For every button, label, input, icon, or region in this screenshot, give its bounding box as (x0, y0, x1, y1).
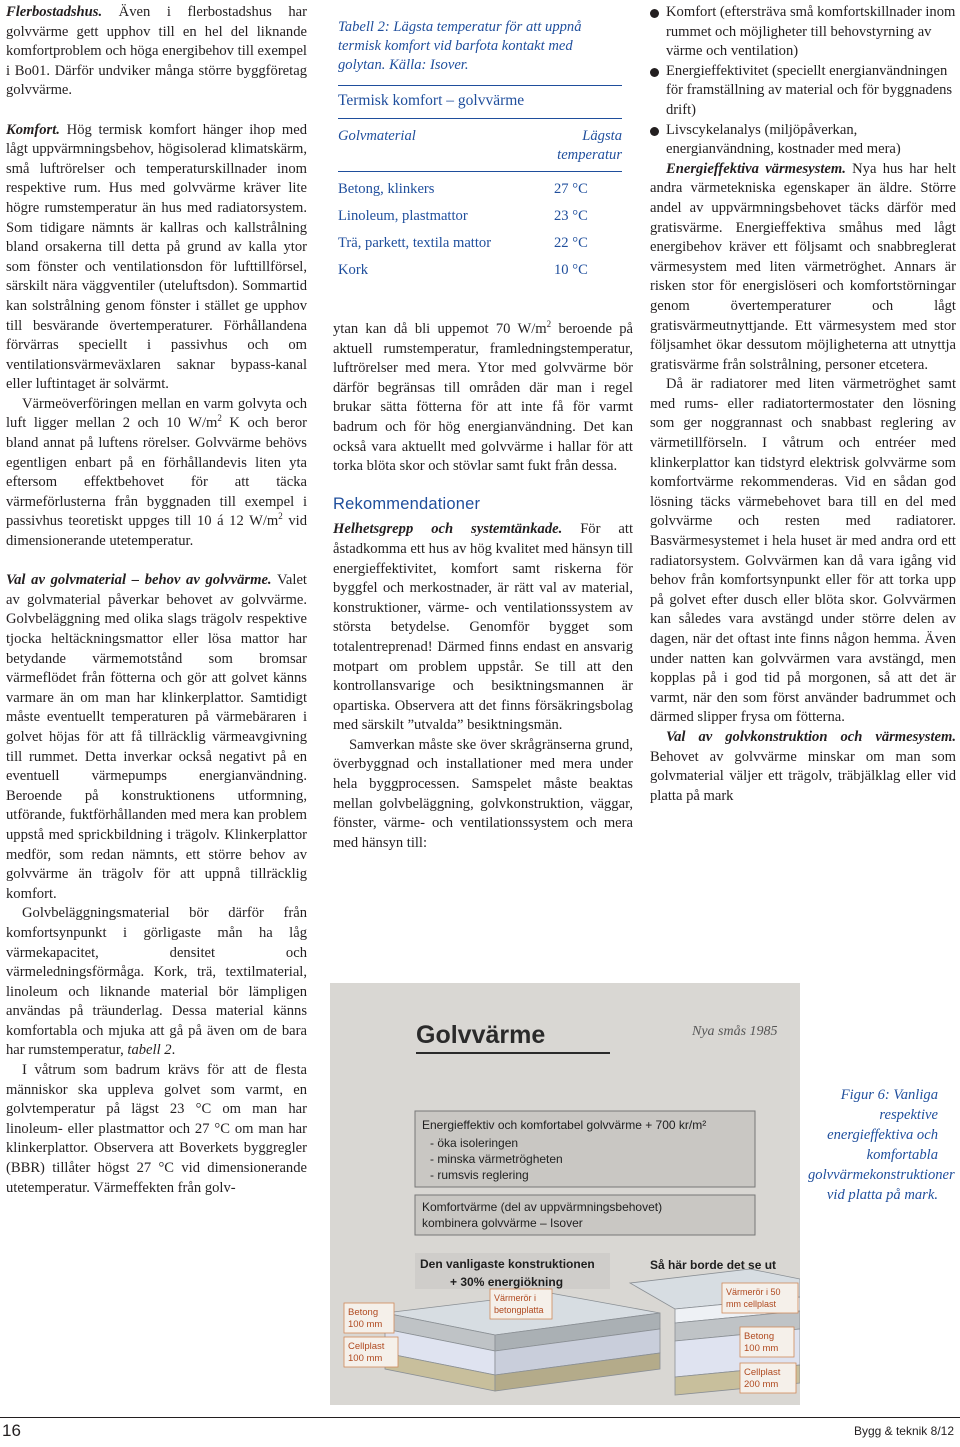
label-line: 200 mm (744, 1379, 779, 1390)
page-number: 16 (2, 1421, 21, 1440)
cell-material: Trä, parkett, textila mattor (338, 235, 492, 251)
list-item: Komfort (eftersträva små komfortskillnader inom rummet och möjligheter till behovstyrning av värme och ventilation) (650, 3, 956, 62)
banner-right: Så här borde det se ut (650, 1258, 777, 1272)
paragraph-lead: Helhetsgrepp och systemtänkade. (333, 521, 563, 538)
magazine-issue: Bygg & teknik 8/12 (853, 1424, 954, 1438)
header-material: Golvmaterial (338, 128, 416, 144)
info-box-line: kombinera golvvärme – Isover (422, 1216, 583, 1230)
list-item: Livscykelanalys (miljöpåverkan, energianvändning, kostnader med mera) (650, 121, 956, 160)
superscript: 2 (278, 511, 283, 522)
paragraph (650, 728, 956, 806)
divider (338, 85, 622, 86)
label-line: mm cellplast (726, 1299, 777, 1309)
info-box-item: - öka isoleringen (430, 1136, 519, 1150)
paragraph (333, 320, 633, 477)
info-box-line: Komfortvärme (del av uppvärmningsbehovet) (422, 1200, 663, 1214)
paragraph-text: Även i flerbostadshus har golvvärme gett upphov till en hel del liknande komfortproblem och höga energibehov till exempel i Bo01. Därför undviker många större byggföretag golvvärme. (6, 4, 307, 99)
paragraph (6, 121, 307, 395)
table-body (338, 176, 622, 284)
info-box-title: Energieffektiv och komfortabel golvvärme + 700 kr/m² (422, 1118, 707, 1132)
paragraph: I våtrum som badrum krävs för att de flesta människor ska uppleva golvet som varmt, en golvtemperatur på lägst 23 °C om man har linoleum- eller plastmattor och 27 °C om man har klinkerplattor. Observera att Boverkets byggregler (BBR) tillåter högst 27 °C vid dimensionerande utetemperatur. Värmeffekten från golv- (6, 1062, 307, 1196)
label-line: 100 mm (744, 1343, 779, 1354)
cell-material: Betong, klinkers (338, 181, 435, 197)
divider (338, 171, 622, 172)
paragraph-lead: Komfort. (6, 121, 60, 138)
paragraph-lead: Val av golvkonstruktion och värmesystem. (666, 728, 956, 745)
column-middle (333, 320, 633, 853)
paragraph-text: Behovet av golvvärme minskar om man som golvmaterial väljer ett trägolv, träbjälklag eller vid platta på mark (650, 748, 956, 804)
bullet-list (650, 3, 956, 160)
table-reference: tabell 2 (127, 1042, 172, 1059)
table-2 (338, 18, 622, 284)
text-run: Värmeöverföringen mellan en varm golvyta och luft ligger mellan 2 och 10 W/m (6, 395, 307, 432)
table-header (338, 127, 622, 165)
paragraph (6, 571, 307, 904)
label-line: Värmerör i (494, 1293, 537, 1303)
floor-heating-diagram (330, 983, 800, 1405)
paragraph (6, 395, 307, 552)
table-title: Termisk komfort – golvvärme (338, 92, 525, 109)
banner-left-line2: + 30% energiökning (450, 1275, 564, 1289)
label-line: Cellplast (348, 1341, 385, 1352)
column-left (6, 3, 307, 1198)
text-run: vid dimensionerande utetemperatur. (6, 513, 308, 550)
paragraph (333, 520, 633, 736)
figure-caption: Figur 6: Vanliga respektive energieffektiva och komfortabla golvvärmekonstruktioner vid platta på mark. (808, 1087, 955, 1203)
cell-material: Kork (338, 262, 368, 278)
table-caption: Tabell 2: Lägsta temperatur för att uppnå termisk komfort vid barfota kontakt med golytan. Källa: Isover. (338, 19, 582, 73)
cell-temperature: 10 °C (554, 262, 588, 278)
divider (338, 118, 622, 119)
superscript: 2 (546, 319, 552, 330)
label-line: Betong (348, 1307, 379, 1318)
text-run: Golvbeläggningsmaterial bör därför från komfortsynpunkt i görligaste mån ha låg värmekapacitet, densitet och värmeledningsförmåga. Kork, trä, textilmaterial, linoleum och liknande material bör lämpligen användas på träunderlag. Dessa material känns komfortabla och mjuka att gå på även om de bara har rumstemperatur, (6, 905, 307, 1059)
header-temp-line: temperatur (557, 147, 622, 163)
cell-temperature: 22 °C (554, 235, 588, 251)
text-run: K och beror bland annat på luftens rörelser. Golvvärme behövs egentligen enbart på en förhållandevis liten yta eftersom effektbehovet för att täcka värmeförlusterna från byggnaden till exempel i passivhus teoretiskt uppges till 10 á 12 W/m (6, 415, 307, 530)
figure-6-illustration (330, 983, 800, 1405)
paragraph-lead: Energieffektiva värmesystem. (666, 160, 846, 177)
paragraph-lead: Flerbostadshus. (6, 4, 103, 20)
label-line: 100 mm (348, 1319, 383, 1330)
info-box-item: - minska värmetrögheten (430, 1152, 563, 1166)
paragraph (6, 3, 307, 101)
paragraph-text: Hög termisk komfort hänger ihop med lågt uppvärmningsbehov, högisolerad klimatskärm, små luftrörelser och temperaturskillnader inom respektive rum. Hus med golvvärme kräver lite högre rumstemperatur än hus med radiatorsystem. Som tidigare nämnts är kallras och kallstrålning bland orsakerna till detta på grund av kalla ytor som fönster och ventilationsdon för lufttillförsel, särskilt nära väggventiler (uteluftsdon). Sommartid kan solstrålning genom fönster i stället ge upphov till besvärande övertemperaturer. Förhållandena förvärras speciellt i passivhus och om ventilationsvärmeväxlaren saknar bypass-kanal eller luftintaget är solvärmt. (6, 121, 307, 393)
table-row (338, 176, 622, 203)
section-heading: Rekommendationer (333, 494, 481, 513)
text-run: beroende på aktuell rumstemperatur, framledningstemperatur, luftrörelser med mera. Ytor med golvvärme bör därför begränsas till områden där man i regel brukar sätta fötterna för att inte få för varmt badrum och för hög energianvändning. Det kan också vara aktuellt med golvvärme i hallar för att torka blöta skor och stövlar samt fukt från dessa. (333, 321, 633, 475)
text-run: . (171, 1042, 176, 1059)
label-betong-left (348, 1307, 382, 1330)
figure-signature: Nya smås 1985 (692, 1024, 778, 1039)
paragraph: Samverkan måste ske över skrågränserna grund, överbyggnad och installationer med mera under hela byggprocessen. Samspelet måste beaktas mellan golvbeläggning, golvkonstruktion, väggar, fönster, värme- och ventilationssystem och mera med hänsyn till: (333, 736, 633, 851)
paragraph (6, 904, 307, 1061)
paragraph-text: Nya hus har helt andra värmetekniska egenskaper än äldre. Större andel av uppvärmningsbehovet täcks därför med gratisvärme. Energieffektiva småhus med lågt energibehov kräver ett följsamt och snabbreglerat värmesystem med liten värmetröghet. Annars är risken stor för energislöseri och komfortstörningar genom övertemperaturer och lågt gratisvärmeutnyttjande. Ett värmesystem med stor följsamhet ökar dessutom möjligheterna att utnyttja gratisvärme från solstrålning, personer etcetera. (650, 160, 956, 373)
label-line: Betong (744, 1331, 775, 1342)
superscript: 2 (217, 413, 222, 424)
paragraph-text: Valet av golvmaterial påverkar behovet av golvvärme. Golvbeläggning med olika slags trägolv respektive tjocka heltäckningsmattor eller lösa mattor har betydande värmemotstånd som bromsar värmeflödet från fötterna och gör att golvet känns varmare än om man har klinkerplattor. Samtidigt måste eventuellt temperaturen på värmebäraren i golvet höjas för att få tillräcklig värmeavgivning till rummet. Detta inverkar också negativt på en eventuell värmepumps energianvändning. Beroende på konstruktionens utformning, utförande, fuktförhållanden med mera kan problem uppstå med sprickbildning i trägolv. Klinkerplattor medför, som redan nämnts, ett större behov av golvvärme än trägolv för att uppnå tillräcklig komfort. (6, 572, 307, 902)
table-row (338, 230, 622, 257)
label-line: Värmerör i 50 (726, 1287, 781, 1297)
header-temp-line: Lägsta (582, 128, 622, 144)
list-item: Energieffektivitet (speciellt energianvändningen för framställning av material och för byggnadens drift) (650, 62, 956, 121)
cell-material: Linoleum, plastmattor (338, 208, 468, 224)
paragraph-text: För att åstadkomma ett hus av hög kvalitet med hänsyn till energieffektivitet, komfort samt riskerna för byggfel och merkostnader, är rätt val av material, konstruktioner, värme- och ventilationssystem av största betydelse. Genomför bygget som totalentreprenad! Därmed finns endast en ansvarig motpart om problem uppstår. Se till att den kontrollansvarige och besiktningsmannen är opartiska. Observera att det finns försäkringsbolag med särskilt ”utvalda” besiktningsmän. (333, 521, 633, 734)
paragraph: Då är radiatorer med liten värmetröghet samt med rums- eller radiatortermostater den lösning som ger noggrannast och snabbast reglering av värmetillförseln. I våtrum och entréer med klinkerplattor kan tidstyrd elektrisk golvvärme som komfortvärme rekommenderas. Vid en sådan god lösning täcks värmebehovet bara till en del med golvvärme och resten med radiatorer. Basvärmesystemet i hela huset är med andra ord ett radiatorsystem. Golvvärmen kan då vara igång vid behov från komfortsynpunkt eller för att torka upp på golvet efter dusch eller blöta skor. Golvvärmen kan således vara avstängd under större delen av dagen, när det oftast inte finns någon hemma. Även under natten kan golvvärmen vara avstängd, men kopplas på i god tid på morgonen, så att det är varmt, när den som först använder badrummet och därmed slipper frysa om fötterna. (650, 376, 956, 726)
label-line: 100 mm (348, 1353, 383, 1364)
table-row (338, 203, 622, 230)
footer-divider (0, 1417, 960, 1418)
label-cellplast-right (744, 1367, 781, 1390)
label-line: Cellplast (744, 1367, 781, 1378)
cell-temperature: 23 °C (554, 208, 588, 224)
text-run: ytan kan då bli uppemot 70 W/m (333, 321, 547, 337)
label-line: betongplatta (494, 1305, 544, 1315)
column-right (650, 3, 956, 806)
figure-title: Golvvärme (416, 1021, 546, 1049)
label-betong-right (744, 1331, 778, 1354)
banner-left-line1: Den vanligaste konstruktionen (420, 1257, 595, 1271)
label-cellplast-left (348, 1341, 385, 1364)
paragraph-lead: Val av golvmaterial – behov av golvvärme. (6, 572, 272, 589)
paragraph (650, 160, 956, 376)
table-row (338, 257, 622, 284)
header-temperature (557, 127, 622, 165)
info-box-item: - rumsvis reglering (430, 1168, 529, 1182)
cell-temperature: 27 °C (554, 181, 588, 197)
